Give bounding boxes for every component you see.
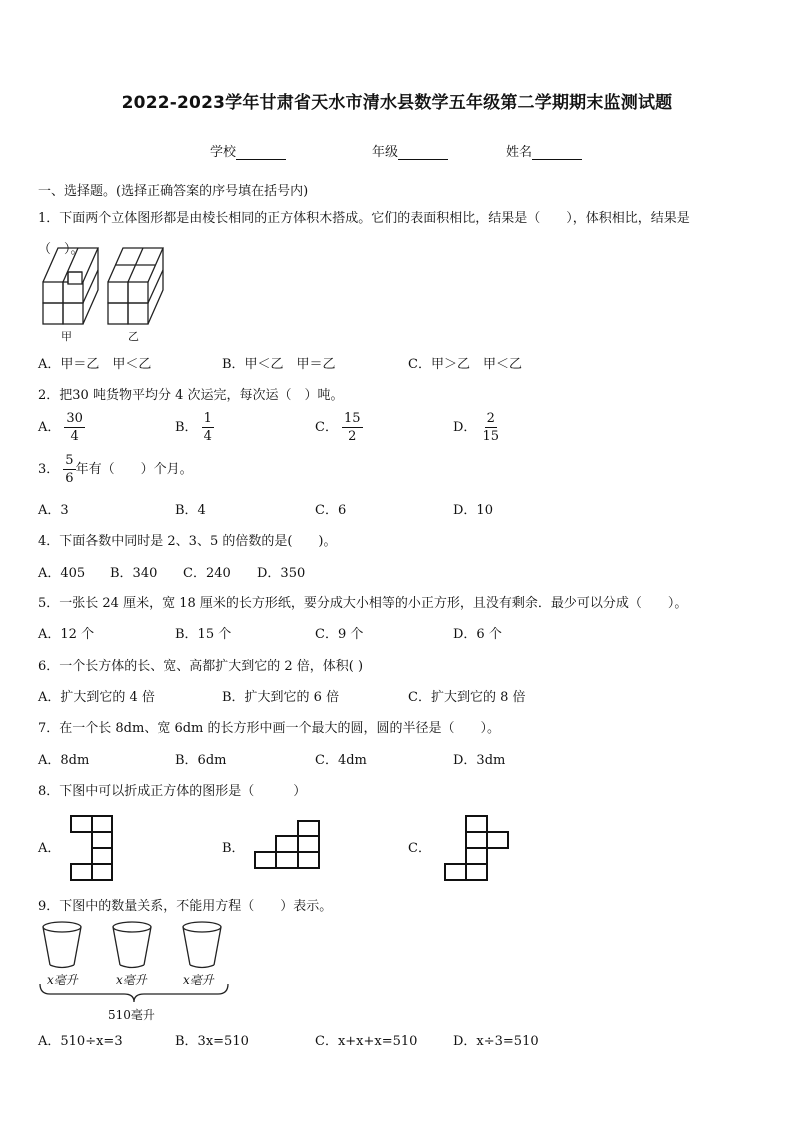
name-field (506, 141, 582, 160)
q9-option-b[interactable]: B．3x=510 (175, 1034, 249, 1049)
q3-option-b[interactable]: B．4 (175, 503, 206, 518)
q1-text: 1．下面两个立体图形都是由棱长相同的正方体积木搭成。它们的表面积相比，结果是（ ），体积相比，结果是 (38, 211, 690, 226)
q1-text-cont: （ ）。 (38, 242, 84, 257)
q7-option-c[interactable]: C．4dm (315, 753, 367, 768)
q9-option-c[interactable]: C．x+x+x=510 (315, 1034, 418, 1049)
q4-option-d[interactable]: D．350 (257, 566, 306, 581)
q9-text: 9．下图中的数量关系，不能用方程（ ）表示。 (38, 899, 333, 914)
q3-fraction: $\frac{5}{6}$ (65, 453, 74, 486)
q9-option-a[interactable]: A．510÷x=3 (38, 1034, 123, 1049)
section-heading: 一、选择题。(选择正确答案的序号填在括号内) (38, 184, 309, 199)
q6-option-c[interactable]: C．扩大到它的 8 倍 (408, 690, 526, 705)
q1-cube-figures (40, 240, 170, 345)
q2-option-a-fraction: $\frac{30}{4}$ (66, 411, 83, 444)
q5-option-c[interactable]: C．9 个 (315, 627, 364, 642)
cups-total-label: 510毫升 (108, 1008, 155, 1022)
school-field (210, 141, 286, 160)
q7-text: 7．在一个长 8dm、宽 6dm 的长方形中画一个最大的圆，圆的半径是（ ）。 (38, 721, 501, 736)
q2-option-d-fraction: $\frac{2}{15}$ (482, 411, 499, 444)
q9-cups-diagram (38, 918, 238, 1006)
cup-1-icon (43, 922, 81, 968)
q3-option-a[interactable]: A．3 (38, 503, 69, 518)
grade-label: 年级 (372, 145, 399, 160)
q2-option-c[interactable] (315, 410, 363, 445)
grade-field (372, 141, 448, 160)
q2-option-a[interactable] (38, 410, 85, 445)
q5-option-a[interactable]: A．12 个 (38, 627, 95, 642)
q1-label-jia: 甲 (61, 330, 72, 343)
q2-option-c-fraction: $\frac{15}{2}$ (343, 411, 361, 444)
q8-option-a[interactable]: A． (38, 841, 61, 856)
name-blank (532, 145, 582, 160)
q5-option-b[interactable]: B．15 个 (175, 627, 232, 642)
q1-option-c[interactable]: C．甲＞乙 甲＜乙 (408, 357, 522, 372)
cup-3-icon (183, 922, 221, 968)
q2-option-a-letter: A． (38, 420, 61, 435)
q8-net-c (444, 815, 511, 881)
q2-option-b-fraction: $\frac{1}{4}$ (203, 411, 212, 444)
q4-text: 4．下面各数中同时是 2、3、5 的倍数的是( )。 (38, 534, 337, 549)
cup-2-label: x毫升 (116, 973, 147, 987)
cup-2-icon (113, 922, 151, 968)
cup-1-label: x毫升 (47, 973, 78, 987)
q1-option-a[interactable]: A．甲＝乙 甲＜乙 (38, 357, 152, 372)
q2-text: 2．把30 吨货物平均分 4 次运完，每次运（ ）吨。 (38, 388, 344, 403)
grade-blank (398, 145, 448, 160)
q4-option-c[interactable]: C．240 (183, 566, 231, 581)
q6-option-a[interactable]: A．扩大到它的 4 倍 (38, 690, 155, 705)
school-blank (236, 145, 286, 160)
q7-option-d[interactable]: D．3dm (453, 753, 506, 768)
q5-option-d[interactable]: D．6 个 (453, 627, 502, 642)
q5-text: 5．一张长 24 厘米，宽 18 厘米的长方形纸，要分成大小相等的小正方形，且没有剩余．最少可以分成（ ）。 (38, 596, 688, 611)
q2-option-b-letter: B． (175, 420, 198, 435)
q4-option-b[interactable]: B．340 (110, 566, 158, 581)
q8-text: 8．下图中可以折成正方体的图形是（ ） (38, 784, 307, 799)
q4-option-a[interactable]: A．405 (38, 566, 86, 581)
cup-3-label: x毫升 (183, 973, 214, 987)
q8-option-b[interactable]: B． (222, 841, 245, 856)
name-label: 姓名 (506, 145, 533, 160)
q7-option-b[interactable]: B．6dm (175, 753, 227, 768)
q3-text: 3． $\frac{5}{6}$ 年有（ ）个月。 (38, 453, 193, 486)
q8-net-a (70, 815, 115, 881)
school-label: 学校 (210, 145, 237, 160)
q2-option-c-letter: C． (315, 420, 338, 435)
q2-option-b[interactable] (175, 410, 214, 445)
q2-option-d[interactable] (453, 410, 501, 445)
q6-option-b[interactable]: B．扩大到它的 6 倍 (222, 690, 340, 705)
q3-option-c[interactable]: C．6 (315, 503, 347, 518)
q3-option-d[interactable]: D．10 (453, 503, 493, 518)
q1-label-yi: 乙 (128, 330, 139, 343)
q9-option-d[interactable]: D．x÷3=510 (453, 1034, 539, 1049)
page-title: 2022-2023学年甘肃省天水市清水县数学五年级第二学期期末监测试题 (121, 93, 673, 113)
q8-option-c[interactable]: C． (408, 841, 431, 856)
q6-text: 6．一个长方体的长、宽、高都扩大到它的 2 倍，体积( ) (38, 659, 364, 674)
q1-option-b[interactable]: B．甲＜乙 甲＝乙 (222, 357, 336, 372)
q2-option-d-letter: D． (453, 420, 477, 435)
q8-net-b (254, 820, 321, 870)
q7-option-a[interactable]: A．8dm (38, 753, 90, 768)
